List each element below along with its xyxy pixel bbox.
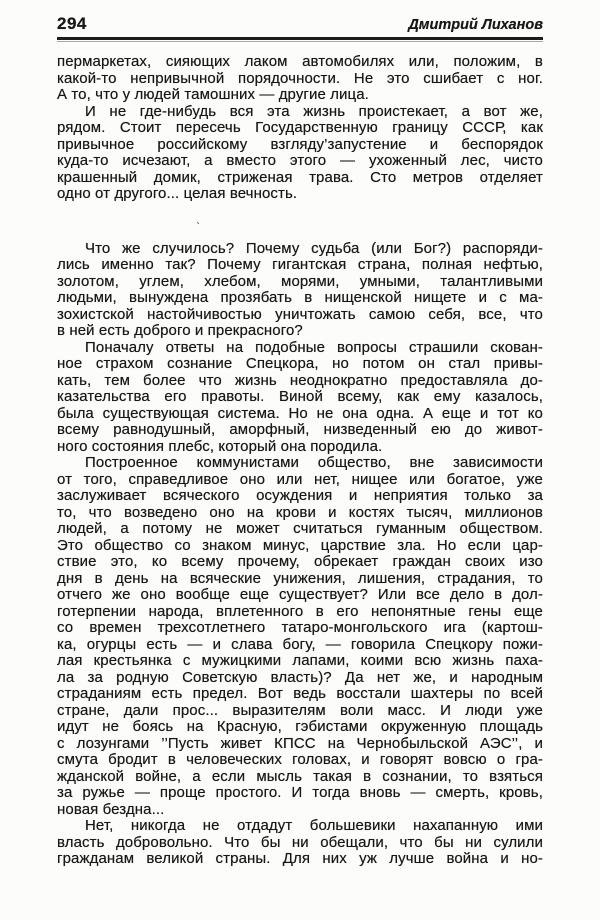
text-line: готерпении народа, вплетенного в его непонятные гены еще [57, 602, 543, 620]
text-line: Это общество со знаком минус, царствие зла. Но если цар- [57, 536, 543, 554]
text-line: власть добровольно. Что бы ни обещали, что бы ни сулили [57, 833, 543, 851]
text-line: И не где-нибудь вся эта жизнь проистекает, а вот же, [85, 102, 543, 120]
text-line: золотом, углем, хлебом, морями, умными, талантливыми [57, 272, 543, 290]
text-line: со времен трехсотлетнего татаро-монгольского ига (картош- [57, 619, 543, 636]
text-line: в ней есть доброго и прекрасного? [57, 322, 303, 339]
text-line: с лозунгами ’’Пусть живет КПСС на Чернобыльской АЭС’’, и [57, 734, 543, 752]
text-line: от того, справедливое оно или нет, нищее или богатое, уже [57, 470, 543, 488]
paragraph [57, 104, 543, 203]
page-number: 294 [57, 14, 87, 33]
text-line: людьми, вынуждена прозябать в нищенской нищете и с ма- [57, 289, 543, 306]
text-line: заслуживает всяческого осуждения и неприятия только за [57, 487, 543, 504]
text-line: новая бездна... [57, 800, 165, 818]
text-line: ствие это, ко всему прочему, обрекает граждан своих изо [57, 553, 543, 570]
text-line: кать, тем более что жизнь неоднократно предоставляла до- [57, 371, 543, 389]
text-line: А то, что у людей тамошних — другие лица. [57, 86, 369, 103]
text-line: отчего же оно вообще еще существует? Или все дело в дол- [57, 586, 543, 603]
text-line: дня в день на всяческие унижения, лишения, страдания, то [57, 569, 543, 587]
text-line: Что же случилось? Почему судьба (или Бог?) распоряди- [85, 239, 543, 257]
paragraph [57, 54, 543, 104]
text-line: куда-то исчезают, а вместо этого — ухоженный лес, чисто [57, 152, 543, 169]
text-line: рядом. Стоит пересечь Государственную границу СССР, как [57, 119, 543, 136]
paragraph [57, 455, 543, 818]
text-line: ка, огурцы есть — и слава богу, — говорила Спецкору пожи- [57, 635, 543, 653]
text-line: ного состояния плебс, который она породила. [57, 437, 383, 455]
header-rule [57, 37, 543, 42]
text-line: страданиям есть предел. Вот ведь восстали шахтеры по всей [57, 685, 543, 702]
text-line: людей, а потому не может считаться гуманным обществом. [57, 520, 543, 537]
text-line: гражданам великой страны. Для них уж лучше война и но- [57, 850, 543, 867]
text-line: за ружье — проще простого. И тогда вновь — смерть, кровь, [57, 784, 543, 801]
text-line: одно от другого... целая вечность. [57, 185, 298, 202]
text-line: то, что возведено оно на крови и костях тысяч, миллионов [57, 503, 543, 521]
text-line: Нет, никогда не отдадут большевики нахапанную ими [85, 817, 543, 834]
text-line: смута бродит в человеческих головах, и говорят вовсю о гра- [57, 751, 543, 768]
text-line: Построенное коммунистами общество, вне зависимости [85, 454, 543, 471]
paragraph [57, 241, 543, 340]
text-line: Поначалу ответы на подобные вопросы страшили скован- [85, 338, 543, 356]
text-line: ла за родную Советскую власть)? Да нет же, и народным [57, 668, 543, 686]
text-line: стране, дали прос... выразителям воли масс. И люди уже [57, 701, 543, 719]
text-line: зохистской настойчивостью уничтожать самою себя, все, что [57, 305, 543, 323]
text-line: жданской войне, а если мысль такая в сознании, то взяться [57, 767, 543, 785]
text-line: крашенный домик, стриженая трава. Сто метров отделяет [57, 168, 543, 186]
text-line: привычное российскому взгляду’запустение и беспорядок [57, 135, 543, 153]
paragraph [57, 818, 543, 868]
running-header-author: Дмитрий Лиханов [408, 17, 543, 33]
text-line: пермаркетах, сияющих лаком автомобилях или, положим, в [57, 53, 543, 70]
scan-artifact-mark: ` [196, 220, 200, 234]
page-body [57, 54, 543, 868]
text-line: лись именно так? Почему гигантская страна, полная нефтью, [57, 256, 543, 273]
text-line: ное страхом сознание Спецкора, но потом он стал привы- [57, 355, 543, 372]
text-line: была существующая система. Но не она одна. А еще и тот ко [57, 404, 543, 422]
paragraph [57, 340, 543, 456]
text-line: лая крестьянка с мужицкими лапами, коими всю жизнь паха- [57, 652, 543, 669]
text-line: идут не боясь на Красную, гэбистами окруженную площадь [57, 718, 543, 735]
text-line: какой-то непривычной порядочности. Не это сшибает с ног. [57, 69, 543, 87]
text-line: всему равнодушный, аморфный, низведенный ею до живот- [57, 421, 543, 438]
text-line: казательства его правоты. Виной всему, как ему казалось, [57, 388, 543, 405]
page-header [57, 14, 543, 34]
